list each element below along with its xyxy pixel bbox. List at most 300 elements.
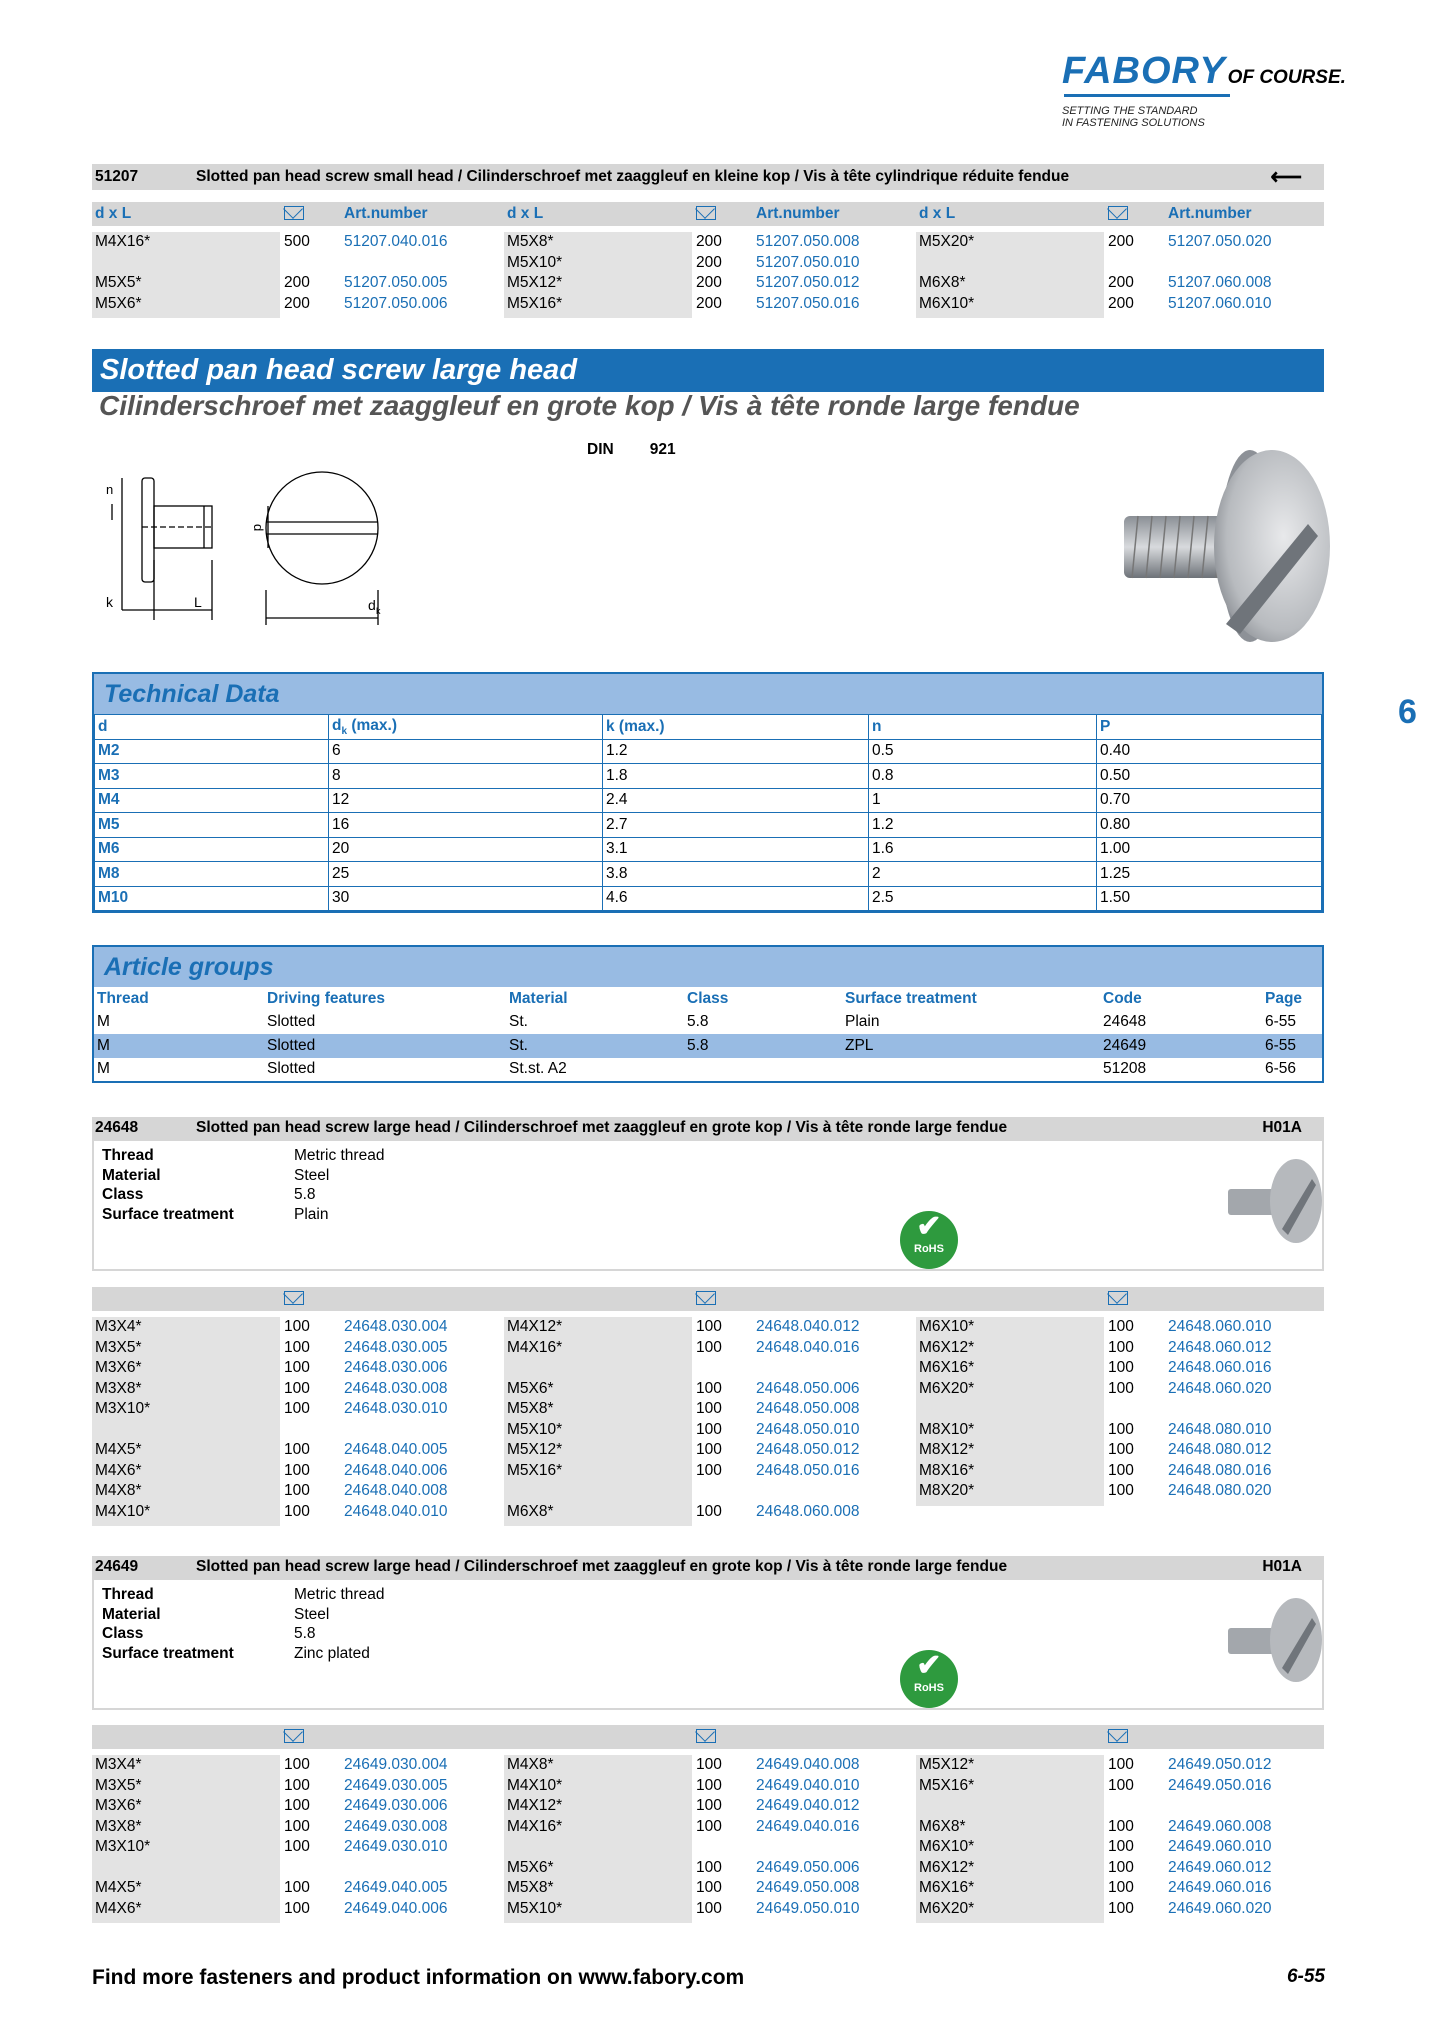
technical-data-row bbox=[95, 862, 1322, 887]
technical-data-cell: 4.6 bbox=[603, 886, 869, 911]
size-cell: M6X10* bbox=[919, 294, 975, 312]
technical-data-cell: 2 bbox=[869, 862, 1097, 887]
size-cell: M4X8* bbox=[507, 1756, 554, 1773]
spec-label: Thread bbox=[102, 1586, 154, 1603]
din-label: DIN bbox=[587, 441, 614, 458]
size-cell: M3X10* bbox=[95, 1838, 151, 1855]
size-cell: M5X16* bbox=[507, 1461, 563, 1479]
article-groups-header: Class bbox=[687, 989, 729, 1007]
rohs-label: RoHS bbox=[914, 1243, 944, 1255]
envelope-icon bbox=[284, 202, 304, 226]
size-cell: M4X6* bbox=[95, 1461, 142, 1479]
technical-data-cell: M8 bbox=[95, 862, 329, 887]
article-group-cell: Plain bbox=[845, 1013, 880, 1031]
technical-data-cell: 1.8 bbox=[603, 764, 869, 789]
size-cell: M3X6* bbox=[95, 1359, 142, 1376]
spec-label: Surface treatment bbox=[102, 1205, 234, 1223]
article-number-link[interactable]: 24649.040.012 bbox=[756, 1797, 860, 1814]
page-subtitle: Cilinderschroef met zaaggleuf en grote kop / Vis à tête ronde large fendue bbox=[99, 390, 1080, 421]
article-number-link[interactable]: 51207.050.006 bbox=[344, 294, 448, 312]
article-number-link[interactable]: 24648.060.012 bbox=[1168, 1338, 1272, 1356]
article-number-link[interactable]: 24648.050.006 bbox=[756, 1379, 860, 1397]
table-header bbox=[92, 1287, 1324, 1311]
size-cell: M4X12* bbox=[507, 1797, 563, 1814]
quantity-cell: 100 bbox=[284, 1379, 310, 1397]
article-group-cell: Slotted bbox=[267, 1013, 316, 1031]
section-description: Slotted pan head screw large head / Cilinderschroef met zaaggleuf en grote kop / Vis à tête ronde large fendue bbox=[196, 1558, 1008, 1575]
technical-data-row bbox=[95, 886, 1322, 911]
technical-data-cell: 20 bbox=[329, 837, 603, 862]
size-cell: M5X6* bbox=[507, 1379, 554, 1397]
quantity-cell: 100 bbox=[1108, 1359, 1134, 1376]
quantity-cell: 100 bbox=[1108, 1879, 1134, 1896]
technical-data-cell: 25 bbox=[329, 862, 603, 887]
size-cell: M5X8* bbox=[507, 1879, 554, 1896]
logo-tagline-2: IN FASTENING SOLUTIONS bbox=[1062, 117, 1205, 129]
product-table-51207 bbox=[92, 202, 1324, 318]
article-group-cell: Slotted bbox=[267, 1060, 316, 1078]
header-text: d bbox=[332, 716, 342, 734]
article-number-link[interactable]: 24648.040.012 bbox=[756, 1318, 860, 1335]
logo-underline bbox=[1064, 94, 1230, 97]
article-number-link[interactable]: 24648.080.012 bbox=[1168, 1441, 1272, 1458]
size-cell: M3X8* bbox=[95, 1379, 142, 1397]
article-number-link[interactable]: 24648.040.016 bbox=[756, 1338, 860, 1356]
article-number-link[interactable]: 24648.060.010 bbox=[1168, 1318, 1272, 1335]
technical-data-header: n bbox=[869, 715, 1097, 740]
quantity-cell: 100 bbox=[1108, 1441, 1134, 1458]
quantity-cell: 100 bbox=[696, 1338, 722, 1356]
article-number-link[interactable]: 24648.050.016 bbox=[756, 1461, 860, 1479]
section-header-51207 bbox=[92, 164, 1324, 190]
spec-value: 5.8 bbox=[294, 1625, 316, 1642]
quantity-cell: 100 bbox=[696, 1461, 722, 1479]
spec-value: Plain bbox=[294, 1205, 329, 1223]
size-cell: M8X10* bbox=[919, 1420, 975, 1438]
screw-photo bbox=[1122, 444, 1342, 649]
technical-data-cell: 1.2 bbox=[603, 739, 869, 764]
rohs-badge bbox=[900, 1211, 958, 1269]
article-number-link[interactable]: 24648.040.006 bbox=[344, 1461, 448, 1479]
quantity-cell: 100 bbox=[696, 1441, 722, 1458]
article-group-cell: Slotted bbox=[264, 1034, 506, 1058]
article-number-link[interactable]: 24649.050.012 bbox=[1168, 1756, 1272, 1773]
article-number-link[interactable]: 24649.060.020 bbox=[1168, 1899, 1272, 1917]
technical-data-cell: 2.7 bbox=[603, 813, 869, 838]
size-cell: M5X12* bbox=[919, 1756, 975, 1773]
article-number-link[interactable]: 24649.050.008 bbox=[756, 1879, 860, 1896]
envelope-icon bbox=[696, 1729, 716, 1743]
article-number-link[interactable]: 24648.080.010 bbox=[1168, 1420, 1272, 1438]
size-cell: M4X16* bbox=[95, 233, 151, 250]
article-number-link[interactable]: 24648.080.020 bbox=[1168, 1482, 1272, 1499]
dim-k: k bbox=[106, 594, 113, 610]
article-group-row[interactable] bbox=[94, 1011, 1322, 1035]
size-cell: M6X8* bbox=[507, 1502, 554, 1520]
technical-data-cell: 30 bbox=[329, 886, 603, 911]
technical-data-cell: 0.8 bbox=[869, 764, 1097, 789]
column-art-number: Art.number bbox=[1168, 205, 1252, 222]
back-arrow-icon[interactable]: ⟵ bbox=[1270, 164, 1302, 189]
size-cell: M5X16* bbox=[507, 294, 563, 312]
quantity-cell: 100 bbox=[1108, 1338, 1134, 1356]
envelope-icon bbox=[1108, 1725, 1128, 1749]
spec-label: Class bbox=[102, 1186, 144, 1203]
article-number-link[interactable]: 24649.060.008 bbox=[1168, 1817, 1272, 1835]
quantity-cell: 100 bbox=[284, 1461, 310, 1479]
spec-value: Zinc plated bbox=[294, 1644, 370, 1662]
quantity-cell: 100 bbox=[696, 1797, 722, 1814]
section-code: 24648 bbox=[95, 1119, 139, 1136]
technical-data-table bbox=[92, 672, 1324, 913]
article-number-link[interactable]: 24648.030.006 bbox=[344, 1359, 448, 1376]
article-number-link[interactable]: 24649.040.016 bbox=[756, 1817, 860, 1835]
article-groups-header: Material bbox=[509, 989, 568, 1007]
article-group-row[interactable] bbox=[94, 1058, 1322, 1082]
table-header bbox=[92, 1725, 1324, 1749]
quantity-cell: 100 bbox=[1108, 1420, 1134, 1438]
size-cell: M3X5* bbox=[95, 1338, 142, 1356]
size-cell: M3X4* bbox=[95, 1318, 142, 1335]
article-number-link[interactable]: 24649.050.016 bbox=[1168, 1776, 1272, 1794]
quantity-cell: 200 bbox=[284, 294, 310, 312]
quantity-cell: 200 bbox=[696, 253, 722, 271]
size-cell: M8X20* bbox=[919, 1482, 975, 1499]
technical-data-row bbox=[95, 813, 1322, 838]
quantity-cell: 100 bbox=[696, 1420, 722, 1438]
dim-L: L bbox=[194, 594, 202, 610]
envelope-icon bbox=[696, 206, 716, 220]
section-ref: H01A bbox=[1262, 1558, 1302, 1575]
article-number-link[interactable]: 24649.050.010 bbox=[756, 1899, 860, 1917]
article-number-link[interactable]: 24649.060.010 bbox=[1168, 1838, 1272, 1855]
article-number-link[interactable]: 24648.060.008 bbox=[756, 1502, 860, 1520]
article-groups-header: Code bbox=[1103, 989, 1142, 1007]
article-groups-title: Article groups bbox=[94, 947, 1322, 987]
technical-data-cell: 0.70 bbox=[1097, 788, 1322, 813]
technical-data-cell: 16 bbox=[329, 813, 603, 838]
size-cell: M6X8* bbox=[919, 1817, 966, 1835]
article-number-link[interactable]: 24648.030.005 bbox=[344, 1338, 448, 1356]
check-icon: ✔ bbox=[916, 1210, 942, 1243]
size-cell: M5X5* bbox=[95, 274, 142, 291]
fabory-logo bbox=[1062, 50, 1362, 129]
size-cell: M8X16* bbox=[919, 1461, 975, 1479]
article-number-link[interactable]: 24649.040.005 bbox=[344, 1879, 448, 1896]
section-description: Slotted pan head screw large head / Cilinderschroef met zaaggleuf en grote kop / Vis à tête ronde large fendue bbox=[196, 1119, 1008, 1136]
size-cell: M6X20* bbox=[919, 1379, 975, 1397]
article-number-link[interactable]: 24649.040.010 bbox=[756, 1776, 860, 1794]
envelope-icon bbox=[1108, 1291, 1128, 1305]
article-group-cell: St. bbox=[509, 1013, 528, 1031]
size-cell: M5X10* bbox=[507, 1420, 563, 1438]
article-group-cell[interactable]: 24649 bbox=[1100, 1034, 1262, 1058]
article-groups-header-row bbox=[94, 987, 1322, 1011]
size-cell: M4X16* bbox=[507, 1338, 563, 1356]
quantity-cell: 100 bbox=[1108, 1858, 1134, 1876]
technical-data-cell: 0.40 bbox=[1097, 739, 1322, 764]
size-cell: M6X12* bbox=[919, 1858, 975, 1876]
envelope-icon bbox=[696, 1725, 716, 1749]
quantity-cell: 100 bbox=[696, 1502, 722, 1520]
section-description: Slotted pan head screw small head / Cilinderschroef met zaaggleuf en kleine kop / Vis à tête cylindrique réduite fendue bbox=[196, 168, 1070, 185]
article-number-link[interactable]: 24648.050.010 bbox=[756, 1420, 860, 1438]
envelope-icon bbox=[1108, 206, 1128, 220]
spec-value: 5.8 bbox=[294, 1186, 316, 1203]
size-cell: M3X6* bbox=[95, 1797, 142, 1814]
quantity-cell: 100 bbox=[284, 1838, 310, 1855]
article-number-link[interactable]: 24648.050.008 bbox=[756, 1400, 860, 1417]
technical-data-cell: 1.50 bbox=[1097, 886, 1322, 911]
section-ref: H01A bbox=[1262, 1119, 1302, 1136]
article-number-link[interactable]: 24649.030.010 bbox=[344, 1838, 448, 1855]
envelope-icon bbox=[284, 1725, 304, 1749]
section-header-24649 bbox=[92, 1556, 1324, 1578]
technical-data-header bbox=[329, 715, 603, 740]
logo-tagline bbox=[1062, 105, 1205, 129]
section-code: 51207 bbox=[95, 168, 139, 185]
article-number-link[interactable]: 24648.030.004 bbox=[344, 1318, 448, 1335]
technical-data-title: Technical Data bbox=[94, 674, 1322, 714]
article-groups-grid bbox=[94, 987, 1322, 1081]
size-cell: M6X12* bbox=[919, 1338, 975, 1356]
quantity-cell: 100 bbox=[284, 1879, 310, 1896]
envelope-icon bbox=[284, 206, 304, 220]
footer-text[interactable]: Find more fasteners and product information on www.fabory.com bbox=[92, 1966, 745, 1989]
product-table-24648 bbox=[92, 1287, 1324, 1523]
article-number-link[interactable]: 24648.060.016 bbox=[1168, 1359, 1272, 1376]
article-groups-header: Thread bbox=[97, 989, 149, 1007]
technical-data-cell: 2.5 bbox=[869, 886, 1097, 911]
article-group-cell: M bbox=[97, 1060, 110, 1078]
quantity-cell: 100 bbox=[1108, 1318, 1134, 1335]
article-groups-header: Surface treatment bbox=[845, 989, 977, 1007]
quantity-cell: 100 bbox=[284, 1400, 310, 1417]
article-number-link[interactable]: 51207.050.016 bbox=[756, 294, 860, 312]
article-number-link[interactable]: 24648.030.008 bbox=[344, 1379, 448, 1397]
technical-data-cell: M4 bbox=[95, 788, 329, 813]
quantity-cell: 100 bbox=[284, 1899, 310, 1917]
logo-tagline-1: SETTING THE STANDARD bbox=[1062, 105, 1198, 117]
dim-d: d bbox=[251, 524, 266, 532]
quantity-cell: 100 bbox=[696, 1379, 722, 1397]
technical-data-header: d bbox=[95, 715, 329, 740]
article-number-link[interactable]: 51207.040.016 bbox=[344, 233, 448, 250]
quantity-cell: 100 bbox=[1108, 1776, 1134, 1794]
technical-data-cell: 8 bbox=[329, 764, 603, 789]
column-dxl: d x L bbox=[507, 205, 544, 222]
article-number-link[interactable]: 51207.050.010 bbox=[756, 253, 860, 271]
column-dxl: d x L bbox=[95, 205, 132, 222]
article-number-link[interactable]: 51207.050.005 bbox=[344, 274, 448, 291]
product-table-24649 bbox=[92, 1725, 1324, 1921]
article-number-link[interactable]: 51207.050.008 bbox=[756, 233, 860, 250]
quantity-cell: 100 bbox=[1108, 1482, 1134, 1499]
technical-data-cell: M6 bbox=[95, 837, 329, 862]
article-group-cell[interactable]: 6-55 bbox=[1265, 1013, 1297, 1031]
quantity-cell: 200 bbox=[284, 274, 310, 291]
technical-data-header-row bbox=[95, 715, 1322, 740]
technical-data-row bbox=[95, 788, 1322, 813]
size-cell: M4X6* bbox=[95, 1899, 142, 1917]
article-number-link[interactable]: 24649.060.012 bbox=[1168, 1858, 1272, 1876]
column-art-number: Art.number bbox=[756, 205, 840, 222]
size-cell: M4X12* bbox=[507, 1318, 563, 1335]
quantity-cell: 100 bbox=[696, 1817, 722, 1835]
article-number-link[interactable]: 51207.050.012 bbox=[756, 274, 860, 291]
check-icon: ✔ bbox=[916, 1649, 942, 1682]
article-group-cell bbox=[684, 1058, 842, 1082]
spec-block-24649 bbox=[92, 1578, 1324, 1710]
article-number-link[interactable]: 51207.060.010 bbox=[1168, 294, 1272, 312]
page-number: 6-55 bbox=[1286, 1966, 1325, 1987]
page-title-bar bbox=[92, 349, 1324, 392]
spec-label: Class bbox=[102, 1625, 144, 1642]
technical-data-cell: M5 bbox=[95, 813, 329, 838]
envelope-icon bbox=[284, 1729, 304, 1743]
quantity-cell: 200 bbox=[696, 294, 722, 312]
article-number-link[interactable]: 24648.050.012 bbox=[756, 1441, 860, 1458]
quantity-cell: 100 bbox=[284, 1338, 310, 1356]
article-groups-header: Driving features bbox=[267, 989, 386, 1007]
technical-data-cell: 0.50 bbox=[1097, 764, 1322, 789]
quantity-cell: 100 bbox=[696, 1776, 722, 1794]
size-cell: M6X16* bbox=[919, 1359, 975, 1376]
section-code: 24649 bbox=[95, 1558, 139, 1575]
technical-data-cell: 1.00 bbox=[1097, 837, 1322, 862]
spec-label: Thread bbox=[102, 1147, 154, 1164]
envelope-icon bbox=[696, 202, 716, 226]
article-number-link[interactable]: 24649.040.008 bbox=[756, 1756, 860, 1773]
rohs-badge bbox=[900, 1650, 958, 1708]
size-cell: M6X10* bbox=[919, 1838, 975, 1855]
header-subscript: k bbox=[341, 725, 348, 737]
article-number-link[interactable]: 24648.030.010 bbox=[344, 1400, 448, 1417]
size-cell: M8X12* bbox=[919, 1441, 975, 1458]
table-header bbox=[92, 202, 1324, 226]
quantity-cell: 100 bbox=[1108, 1817, 1134, 1835]
article-number-link[interactable]: 24648.040.008 bbox=[344, 1482, 448, 1499]
article-group-cell: St. bbox=[506, 1034, 684, 1058]
technical-data-cell: 3.8 bbox=[603, 862, 869, 887]
article-group-cell: M bbox=[94, 1034, 264, 1058]
quantity-cell: 100 bbox=[696, 1879, 722, 1896]
envelope-icon bbox=[1108, 1287, 1128, 1311]
size-cell: M5X16* bbox=[919, 1776, 975, 1794]
size-cell: M5X6* bbox=[95, 294, 142, 312]
article-group-cell: 5.8 bbox=[687, 1013, 709, 1031]
size-cell: M4X5* bbox=[95, 1879, 142, 1896]
article-number-link[interactable]: 24648.040.005 bbox=[344, 1441, 448, 1458]
envelope-icon bbox=[696, 1291, 716, 1305]
article-group-row[interactable] bbox=[94, 1034, 1322, 1058]
spec-label: Material bbox=[102, 1605, 161, 1623]
quantity-cell: 100 bbox=[284, 1817, 310, 1835]
article-group-cell[interactable]: 51208 bbox=[1103, 1060, 1147, 1078]
technical-data-row bbox=[95, 837, 1322, 862]
article-groups-header: Page bbox=[1265, 989, 1303, 1007]
column-art-number: Art.number bbox=[344, 205, 428, 222]
quantity-cell: 100 bbox=[284, 1776, 310, 1794]
logo-suffix: OF COURSE. bbox=[1227, 67, 1346, 88]
article-number-link[interactable]: 24648.060.020 bbox=[1168, 1379, 1272, 1397]
size-cell: M5X20* bbox=[919, 233, 975, 250]
article-number-link[interactable]: 24648.040.010 bbox=[344, 1502, 448, 1520]
size-cell: M6X16* bbox=[919, 1879, 975, 1896]
article-group-cell[interactable]: 24648 bbox=[1103, 1013, 1147, 1031]
article-number-link[interactable]: 24649.060.016 bbox=[1168, 1879, 1272, 1896]
spec-value: Metric thread bbox=[294, 1147, 385, 1164]
quantity-cell: 100 bbox=[696, 1318, 722, 1335]
technical-data-cell: 3.1 bbox=[603, 837, 869, 862]
article-number-link[interactable]: 24649.050.006 bbox=[756, 1858, 860, 1876]
spec-label: Material bbox=[102, 1166, 161, 1184]
quantity-cell: 100 bbox=[1108, 1461, 1134, 1479]
logo-brand: FABORY bbox=[1062, 50, 1226, 92]
size-cell: M5X8* bbox=[507, 233, 554, 250]
quantity-cell: 200 bbox=[696, 274, 722, 291]
chapter-number: 6 bbox=[1398, 693, 1417, 731]
quantity-cell: 100 bbox=[696, 1400, 722, 1417]
quantity-cell: 100 bbox=[1108, 1838, 1134, 1855]
article-group-cell: 5.8 bbox=[684, 1034, 842, 1058]
quantity-cell: 200 bbox=[696, 233, 722, 250]
article-group-cell: St.st. A2 bbox=[509, 1060, 567, 1078]
quantity-cell: 100 bbox=[284, 1502, 310, 1520]
size-cell: M5X6* bbox=[507, 1858, 554, 1876]
technical-data-header: P bbox=[1097, 715, 1322, 740]
article-number-link[interactable]: 24649.030.004 bbox=[344, 1756, 448, 1773]
article-group-cell: ZPL bbox=[842, 1034, 1100, 1058]
technical-data-cell: 1.6 bbox=[869, 837, 1097, 862]
quantity-cell: 100 bbox=[284, 1756, 310, 1773]
quantity-cell: 500 bbox=[284, 233, 310, 250]
size-cell: M5X10* bbox=[507, 1899, 563, 1917]
quantity-cell: 200 bbox=[1108, 274, 1134, 291]
header-text: (max.) bbox=[347, 716, 397, 734]
size-cell: M6X8* bbox=[919, 274, 966, 291]
size-cell: M4X8* bbox=[95, 1482, 142, 1499]
envelope-icon bbox=[1108, 202, 1128, 226]
technical-data-cell: 2.4 bbox=[603, 788, 869, 813]
article-number-link[interactable]: 51207.050.020 bbox=[1168, 233, 1272, 250]
article-group-cell[interactable]: 6-55 bbox=[1262, 1034, 1322, 1058]
size-cell: M5X10* bbox=[507, 253, 563, 271]
technical-data-cell: M3 bbox=[95, 764, 329, 789]
article-number-link[interactable]: 24648.080.016 bbox=[1168, 1461, 1272, 1479]
article-number-link[interactable]: 24649.040.006 bbox=[344, 1899, 448, 1917]
quantity-cell: 100 bbox=[284, 1482, 310, 1499]
quantity-cell: 100 bbox=[1108, 1379, 1134, 1397]
section-header-24648 bbox=[92, 1117, 1324, 1139]
article-number-link[interactable]: 24649.030.008 bbox=[344, 1817, 448, 1835]
size-cell: M3X5* bbox=[95, 1776, 142, 1794]
size-cell: M4X10* bbox=[95, 1502, 151, 1520]
technical-data-cell: M10 bbox=[95, 886, 329, 911]
article-number-link[interactable]: 51207.060.008 bbox=[1168, 274, 1272, 291]
size-cell: M3X4* bbox=[95, 1756, 142, 1773]
screw-thumbnail bbox=[1226, 1155, 1322, 1245]
technical-data-cell: 1 bbox=[869, 788, 1097, 813]
technical-data-grid bbox=[94, 714, 1322, 911]
technical-data-cell: 1.25 bbox=[1097, 862, 1322, 887]
spec-value: Steel bbox=[294, 1605, 330, 1623]
envelope-icon bbox=[284, 1287, 304, 1311]
article-number-link[interactable]: 24649.030.006 bbox=[344, 1797, 448, 1814]
article-number-link[interactable]: 24649.030.005 bbox=[344, 1776, 448, 1794]
article-groups-table bbox=[92, 945, 1324, 1083]
article-group-cell[interactable]: 6-56 bbox=[1265, 1060, 1297, 1078]
